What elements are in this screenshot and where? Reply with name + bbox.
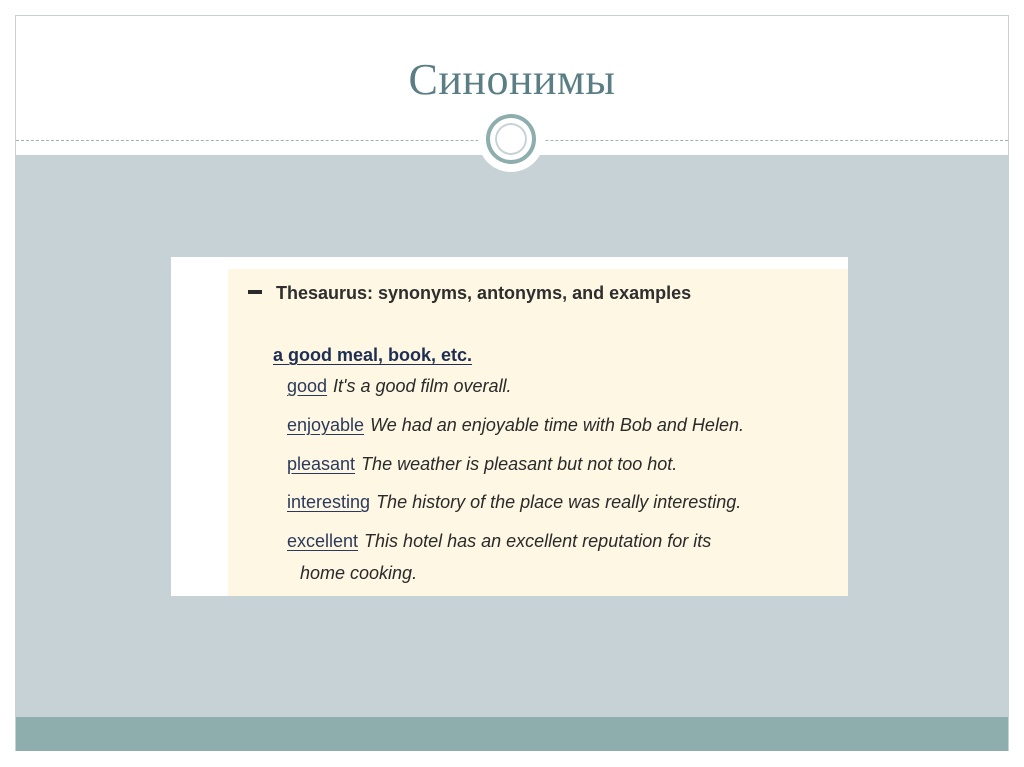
footer-band <box>16 717 1008 751</box>
example-text: This hotel has an excellent reputation for its <box>364 531 712 551</box>
list-item <box>287 448 847 480</box>
ring-ornament-icon <box>478 106 544 172</box>
minus-icon[interactable] <box>248 290 262 294</box>
list-item <box>287 370 847 402</box>
example-text: It's a good film overall. <box>333 376 512 396</box>
list-item <box>287 486 847 518</box>
list-item <box>287 525 847 557</box>
thesaurus-panel <box>228 269 848 596</box>
synonym-link-interesting[interactable]: interesting <box>287 492 371 512</box>
ornament-inner <box>493 121 529 157</box>
synonym-link-pleasant[interactable]: pleasant <box>287 454 356 474</box>
ornament-ring <box>486 114 536 164</box>
example-text: We had an enjoyable time with Bob and Helen. <box>370 415 744 435</box>
thesaurus-heading-row[interactable] <box>248 283 691 304</box>
thesaurus-heading: Thesaurus: synonyms, antonyms, and examples <box>276 283 692 303</box>
example-continuation: home cooking. <box>300 563 418 583</box>
synonym-link-excellent[interactable]: excellent <box>287 531 359 551</box>
slide-title: Синонимы <box>408 55 616 104</box>
synonym-link-enjoyable[interactable]: enjoyable <box>287 415 365 435</box>
thesaurus-screenshot <box>171 257 848 596</box>
sense-link[interactable]: a good meal, book, etc. <box>273 345 473 365</box>
synonym-link-good[interactable]: good <box>287 376 328 396</box>
list-item <box>287 409 847 441</box>
example-text: The weather is pleasant but not too hot. <box>361 454 678 474</box>
example-text: The history of the place was really interesting. <box>376 492 742 512</box>
